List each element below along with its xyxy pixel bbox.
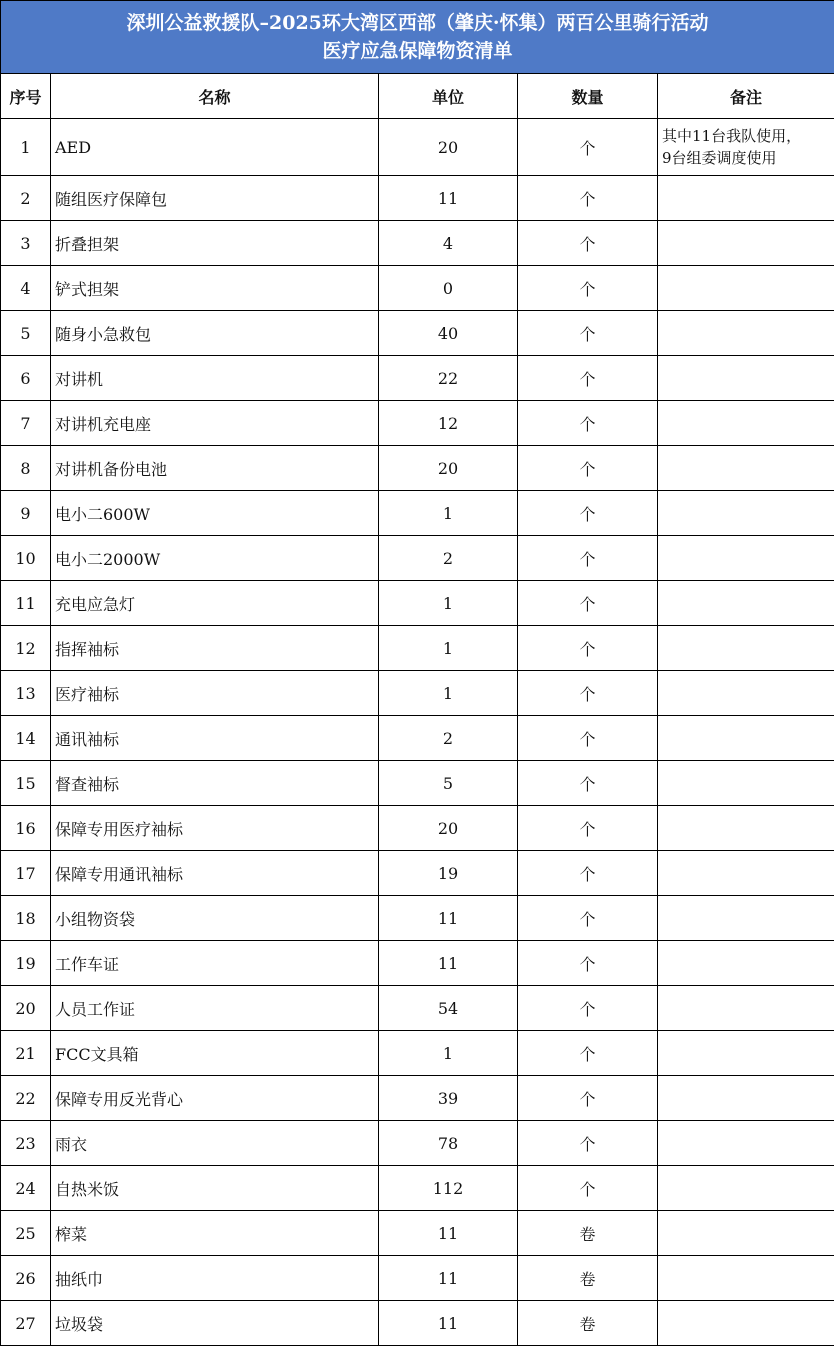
cell-name[interactable]: 保障专用通讯袖标 <box>51 851 379 896</box>
cell-no[interactable]: 17 <box>1 851 51 896</box>
table-row <box>1 119 834 176</box>
cell-unit[interactable]: 个 <box>518 311 658 356</box>
cell-name[interactable]: 小组物资袋 <box>51 896 379 941</box>
cell-name[interactable]: 自热米饭 <box>51 1166 379 1211</box>
table-row <box>1 626 834 671</box>
cell-no[interactable]: 12 <box>1 626 51 671</box>
cell-name[interactable]: AED <box>51 119 379 176</box>
table-row <box>1 1166 834 1211</box>
header-no: 序号 <box>1 74 51 119</box>
table-row <box>1 1121 834 1166</box>
cell-qty[interactable]: 1 <box>379 1031 518 1076</box>
cell-no[interactable]: 4 <box>1 266 51 311</box>
cell-note[interactable] <box>658 536 834 581</box>
cell-qty[interactable]: 39 <box>379 1076 518 1121</box>
cell-no[interactable]: 5 <box>1 311 51 356</box>
table-row <box>1 761 834 806</box>
cell-note[interactable] <box>658 761 834 806</box>
cell-unit[interactable]: 个 <box>518 536 658 581</box>
header-unit: 数量 <box>518 74 658 119</box>
cell-name[interactable]: FCC文具箱 <box>51 1031 379 1076</box>
cell-note[interactable] <box>658 1121 834 1166</box>
note-line: 9台组委调度使用 <box>662 149 777 167</box>
table-row <box>1 941 834 986</box>
cell-note[interactable] <box>658 1256 834 1301</box>
cell-name[interactable]: 随组医疗保障包 <box>51 176 379 221</box>
cell-name[interactable]: 充电应急灯 <box>51 581 379 626</box>
cell-unit[interactable]: 卷 <box>518 1211 658 1256</box>
cell-no[interactable]: 22 <box>1 1076 51 1121</box>
table-row <box>1 1256 834 1301</box>
cell-qty[interactable]: 1 <box>379 491 518 536</box>
cell-note[interactable] <box>658 119 834 176</box>
cell-qty[interactable]: 22 <box>379 356 518 401</box>
cell-note[interactable] <box>658 1076 834 1121</box>
cell-qty[interactable]: 5 <box>379 761 518 806</box>
cell-note[interactable] <box>658 581 834 626</box>
table-row <box>1 1031 834 1076</box>
cell-note[interactable] <box>658 851 834 896</box>
cell-no[interactable]: 9 <box>1 491 51 536</box>
cell-name[interactable]: 医疗袖标 <box>51 671 379 716</box>
cell-note[interactable] <box>658 311 834 356</box>
cell-no[interactable]: 20 <box>1 986 51 1031</box>
cell-name[interactable]: 保障专用医疗袖标 <box>51 806 379 851</box>
cell-no[interactable]: 26 <box>1 1256 51 1301</box>
cell-no[interactable]: 14 <box>1 716 51 761</box>
cell-qty[interactable]: 40 <box>379 311 518 356</box>
cell-note[interactable] <box>658 986 834 1031</box>
cell-note[interactable] <box>658 896 834 941</box>
cell-unit[interactable]: 个 <box>518 401 658 446</box>
cell-no[interactable]: 24 <box>1 1166 51 1211</box>
cell-qty[interactable]: 11 <box>379 176 518 221</box>
cell-name[interactable]: 通讯袖标 <box>51 716 379 761</box>
cell-no[interactable]: 2 <box>1 176 51 221</box>
cell-qty[interactable]: 4 <box>379 221 518 266</box>
note-line: 其中11台我队使用， <box>662 127 802 145</box>
cell-unit[interactable]: 个 <box>518 761 658 806</box>
cell-note[interactable] <box>658 446 834 491</box>
table-row <box>1 896 834 941</box>
cell-no[interactable]: 10 <box>1 536 51 581</box>
cell-qty[interactable]: 2 <box>379 536 518 581</box>
cell-name[interactable]: 随身小急救包 <box>51 311 379 356</box>
cell-name[interactable]: 垃圾袋 <box>51 1301 379 1346</box>
cell-unit[interactable]: 个 <box>518 716 658 761</box>
header-qty: 单位 <box>379 74 518 119</box>
cell-no[interactable]: 13 <box>1 671 51 716</box>
table-row <box>1 311 834 356</box>
cell-no[interactable]: 16 <box>1 806 51 851</box>
table-row <box>1 581 834 626</box>
table-row <box>1 851 834 896</box>
cell-unit[interactable]: 个 <box>518 1166 658 1211</box>
cell-qty[interactable]: 1 <box>379 671 518 716</box>
cell-no[interactable]: 27 <box>1 1301 51 1346</box>
cell-qty[interactable]: 20 <box>379 119 518 176</box>
header-row <box>1 74 834 119</box>
cell-qty[interactable]: 12 <box>379 401 518 446</box>
table-row <box>1 491 834 536</box>
cell-name[interactable]: 榨菜 <box>51 1211 379 1256</box>
cell-unit[interactable]: 个 <box>518 626 658 671</box>
cell-no[interactable]: 23 <box>1 1121 51 1166</box>
table-row <box>1 1076 834 1121</box>
cell-name[interactable]: 电小二600W <box>51 491 379 536</box>
cell-no[interactable]: 18 <box>1 896 51 941</box>
cell-note[interactable] <box>658 671 834 716</box>
cell-unit[interactable]: 个 <box>518 851 658 896</box>
table-row <box>1 401 834 446</box>
cell-note[interactable] <box>658 716 834 761</box>
cell-unit[interactable]: 个 <box>518 356 658 401</box>
cell-unit[interactable]: 个 <box>518 446 658 491</box>
table-row <box>1 536 834 581</box>
cell-unit[interactable]: 个 <box>518 806 658 851</box>
cell-no[interactable]: 3 <box>1 221 51 266</box>
cell-note[interactable] <box>658 1211 834 1256</box>
cell-note[interactable] <box>658 626 834 671</box>
cell-qty[interactable]: 1 <box>379 626 518 671</box>
cell-qty[interactable]: 1 <box>379 581 518 626</box>
cell-name[interactable]: 人员工作证 <box>51 986 379 1031</box>
cell-no[interactable]: 11 <box>1 581 51 626</box>
cell-qty[interactable]: 11 <box>379 1211 518 1256</box>
cell-no[interactable]: 19 <box>1 941 51 986</box>
cell-unit[interactable]: 个 <box>518 176 658 221</box>
title-line-2: 医疗应急保障物资清单 <box>322 40 513 62</box>
cell-unit[interactable]: 个 <box>518 221 658 266</box>
cell-note[interactable] <box>658 1166 834 1211</box>
cell-name[interactable]: 抽纸巾 <box>51 1256 379 1301</box>
cell-qty[interactable]: 11 <box>379 896 518 941</box>
table-row <box>1 1211 834 1256</box>
table-row <box>1 446 834 491</box>
cell-note[interactable] <box>658 356 834 401</box>
table-row <box>1 1301 834 1346</box>
cell-note[interactable] <box>658 401 834 446</box>
cell-note[interactable] <box>658 806 834 851</box>
sheet-title <box>1 1 834 74</box>
cell-qty[interactable]: 11 <box>379 1301 518 1346</box>
cell-note[interactable] <box>658 1031 834 1076</box>
table-row <box>1 806 834 851</box>
cell-no[interactable]: 25 <box>1 1211 51 1256</box>
cell-unit[interactable]: 个 <box>518 491 658 536</box>
cell-no[interactable]: 8 <box>1 446 51 491</box>
cell-note[interactable] <box>658 941 834 986</box>
cell-qty[interactable]: 2 <box>379 716 518 761</box>
cell-no[interactable]: 21 <box>1 1031 51 1076</box>
cell-no[interactable]: 1 <box>1 119 51 176</box>
cell-no[interactable]: 6 <box>1 356 51 401</box>
cell-note[interactable] <box>658 491 834 536</box>
cell-name[interactable]: 对讲机充电座 <box>51 401 379 446</box>
cell-unit[interactable]: 个 <box>518 671 658 716</box>
cell-note[interactable] <box>658 266 834 311</box>
cell-name[interactable]: 督查袖标 <box>51 761 379 806</box>
cell-note[interactable] <box>658 176 834 221</box>
table-row <box>1 221 834 266</box>
table-row <box>1 266 834 311</box>
cell-unit[interactable]: 个 <box>518 1121 658 1166</box>
header-note: 备注 <box>658 74 834 119</box>
cell-unit[interactable]: 个 <box>518 896 658 941</box>
cell-qty[interactable]: 11 <box>379 941 518 986</box>
table-row <box>1 986 834 1031</box>
cell-name[interactable]: 铲式担架 <box>51 266 379 311</box>
cell-name[interactable]: 对讲机 <box>51 356 379 401</box>
cell-qty[interactable]: 20 <box>379 446 518 491</box>
cell-unit[interactable]: 个 <box>518 1031 658 1076</box>
cell-name[interactable]: 指挥袖标 <box>51 626 379 671</box>
cell-name[interactable]: 工作车证 <box>51 941 379 986</box>
table-row <box>1 176 834 221</box>
cell-name[interactable]: 折叠担架 <box>51 221 379 266</box>
table-body <box>1 119 834 1346</box>
cell-qty[interactable]: 11 <box>379 1256 518 1301</box>
cell-qty[interactable]: 0 <box>379 266 518 311</box>
header-name: 名称 <box>51 74 379 119</box>
cell-unit[interactable]: 个 <box>518 266 658 311</box>
cell-qty[interactable]: 54 <box>379 986 518 1031</box>
title-line-1: 深圳公益救援队–2025环大湾区西部（肇庆·怀集）两百公里骑行活动 <box>126 12 709 34</box>
cell-name[interactable]: 电小二2000W <box>51 536 379 581</box>
table-row <box>1 671 834 716</box>
cell-unit[interactable]: 个 <box>518 986 658 1031</box>
cell-unit[interactable]: 个 <box>518 119 658 176</box>
cell-no[interactable]: 15 <box>1 761 51 806</box>
cell-qty[interactable]: 19 <box>379 851 518 896</box>
cell-unit[interactable]: 个 <box>518 581 658 626</box>
cell-unit[interactable]: 卷 <box>518 1301 658 1346</box>
cell-name[interactable]: 保障专用反光背心 <box>51 1076 379 1121</box>
cell-name[interactable]: 对讲机备份电池 <box>51 446 379 491</box>
cell-note[interactable] <box>658 1301 834 1346</box>
cell-unit[interactable]: 个 <box>518 941 658 986</box>
cell-qty[interactable]: 20 <box>379 806 518 851</box>
cell-name[interactable]: 雨衣 <box>51 1121 379 1166</box>
cell-unit[interactable]: 个 <box>518 1076 658 1121</box>
cell-unit[interactable]: 卷 <box>518 1256 658 1301</box>
cell-qty[interactable]: 112 <box>379 1166 518 1211</box>
cell-no[interactable]: 7 <box>1 401 51 446</box>
table-row <box>1 716 834 761</box>
table-row <box>1 356 834 401</box>
cell-qty[interactable]: 78 <box>379 1121 518 1166</box>
cell-note[interactable] <box>658 221 834 266</box>
